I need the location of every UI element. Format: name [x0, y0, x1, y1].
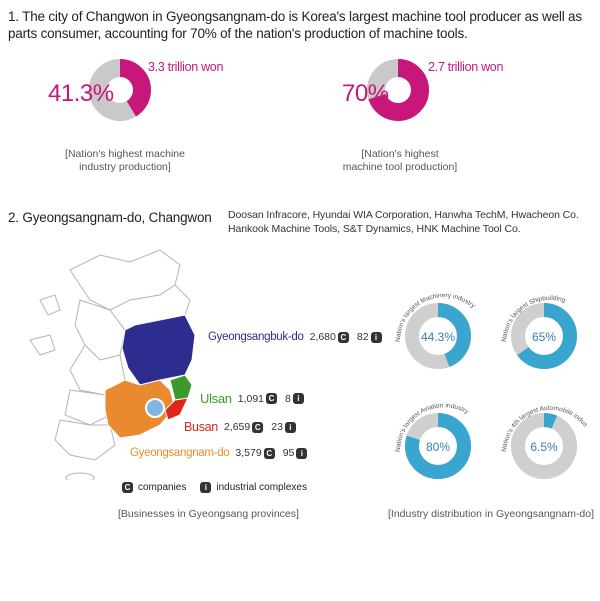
- map-region-ulsan: [170, 375, 192, 400]
- gauge-machinery: [395, 292, 477, 362]
- caption-line: [Nation's highest: [361, 148, 439, 160]
- korea-map: [10, 240, 220, 480]
- gauge-value: 80%: [425, 440, 451, 454]
- legend-companies-label: companies: [138, 482, 187, 493]
- region-name: Ulsan: [200, 391, 232, 406]
- gauge-arc-text: Nation's largest Shipbuilding: [500, 294, 567, 343]
- industry-gauges: [388, 286, 600, 500]
- industrial-complex-icon: i: [200, 482, 211, 493]
- company-count: 1,091: [237, 392, 265, 405]
- industrial-complex-icon: i: [285, 422, 296, 433]
- gauge-value: 44.3%: [420, 330, 456, 344]
- region-row-gyeongsangbuk-do: [208, 331, 384, 343]
- gauge-arc-text: Nation's largest Aviation industry: [394, 402, 470, 453]
- complex-count: 82: [356, 331, 369, 343]
- donut-right-pct: 70%: [342, 80, 389, 107]
- company-list: Doosan Infracore, Hyundai WIA Corporation, Hanwha TechM, Hwacheon Co. Hankook Machine Tools, S&T Dynamics, HNK Machine Tool Co.: [228, 209, 579, 235]
- map-region-jeonbuk: [65, 390, 110, 425]
- industrial-complex-icon: i: [371, 332, 382, 343]
- complex-count: 95: [282, 447, 295, 459]
- donut-right-side-label: 2.7 trillion won: [428, 60, 504, 74]
- map-region-island: [30, 335, 55, 355]
- companies-icon: C: [252, 422, 263, 433]
- caption-line: industry production]: [79, 161, 171, 173]
- gauge-arc-text: Nation's 4th largest Automobile indus: [500, 404, 589, 453]
- map-region-jeonnam: [55, 420, 115, 460]
- companies-icon: C: [122, 482, 133, 493]
- donut-right-caption: [320, 148, 480, 174]
- map-region-island: [40, 295, 60, 315]
- donut-left-caption: [45, 148, 205, 174]
- region-name: Gyeongsangbuk-do: [208, 331, 304, 343]
- companies-icon: C: [338, 332, 349, 343]
- map-legend: [120, 482, 307, 493]
- map-caption: [Businesses in Gyeongsang provinces]: [118, 508, 299, 520]
- section1-heading: 1. The city of Changwon in Gyeongsangnam-do is Korea's largest machine tool producer as well as parts consumer, accounting for 70% of the nation's production of machine tools.: [8, 9, 582, 41]
- region-name: Gyeongsangnam-do: [130, 447, 230, 459]
- companies-icon: C: [266, 393, 277, 404]
- map-region-jeju: [66, 473, 94, 480]
- map-region-gyeongsangbuk-do: [122, 315, 195, 385]
- gauge-value: 6.5%: [530, 440, 558, 454]
- donut-left-pct: 41.3%: [48, 80, 114, 107]
- region-row-gyeongsangnam-do: [130, 447, 309, 459]
- changwon-marker: [146, 399, 164, 417]
- section2-heading: 2. Gyeongsangnam-do, Changwon: [8, 210, 212, 225]
- company-count: 2,659: [223, 421, 251, 433]
- gauge-arc-text: Nation's largest Machinery industry: [394, 292, 477, 343]
- industrial-complex-icon: i: [293, 393, 304, 404]
- company-count: 2,680: [309, 331, 336, 343]
- gauge-shipbuilding: [501, 295, 570, 362]
- company-count: 3,579: [235, 447, 262, 459]
- legend-complexes-label: industrial complexes: [216, 482, 307, 493]
- companies-icon: C: [264, 448, 275, 459]
- industrial-complex-icon: i: [296, 448, 307, 459]
- region-row-busan: [184, 420, 298, 434]
- region-row-ulsan: [200, 391, 306, 406]
- donut-left-side-label: 3.3 trillion won: [148, 60, 224, 74]
- region-name: Busan: [184, 420, 218, 434]
- caption-line: [Nation's highest machine: [65, 148, 185, 160]
- complex-count: 8: [285, 392, 291, 405]
- gauge-value: 65%: [531, 330, 557, 344]
- complex-count: 23: [271, 421, 283, 433]
- gauge-aviation: [395, 402, 470, 472]
- caption-line: machine tool production]: [342, 161, 458, 173]
- industry-caption: [Industry distribution in Gyeongsangnam-do]: [388, 508, 595, 520]
